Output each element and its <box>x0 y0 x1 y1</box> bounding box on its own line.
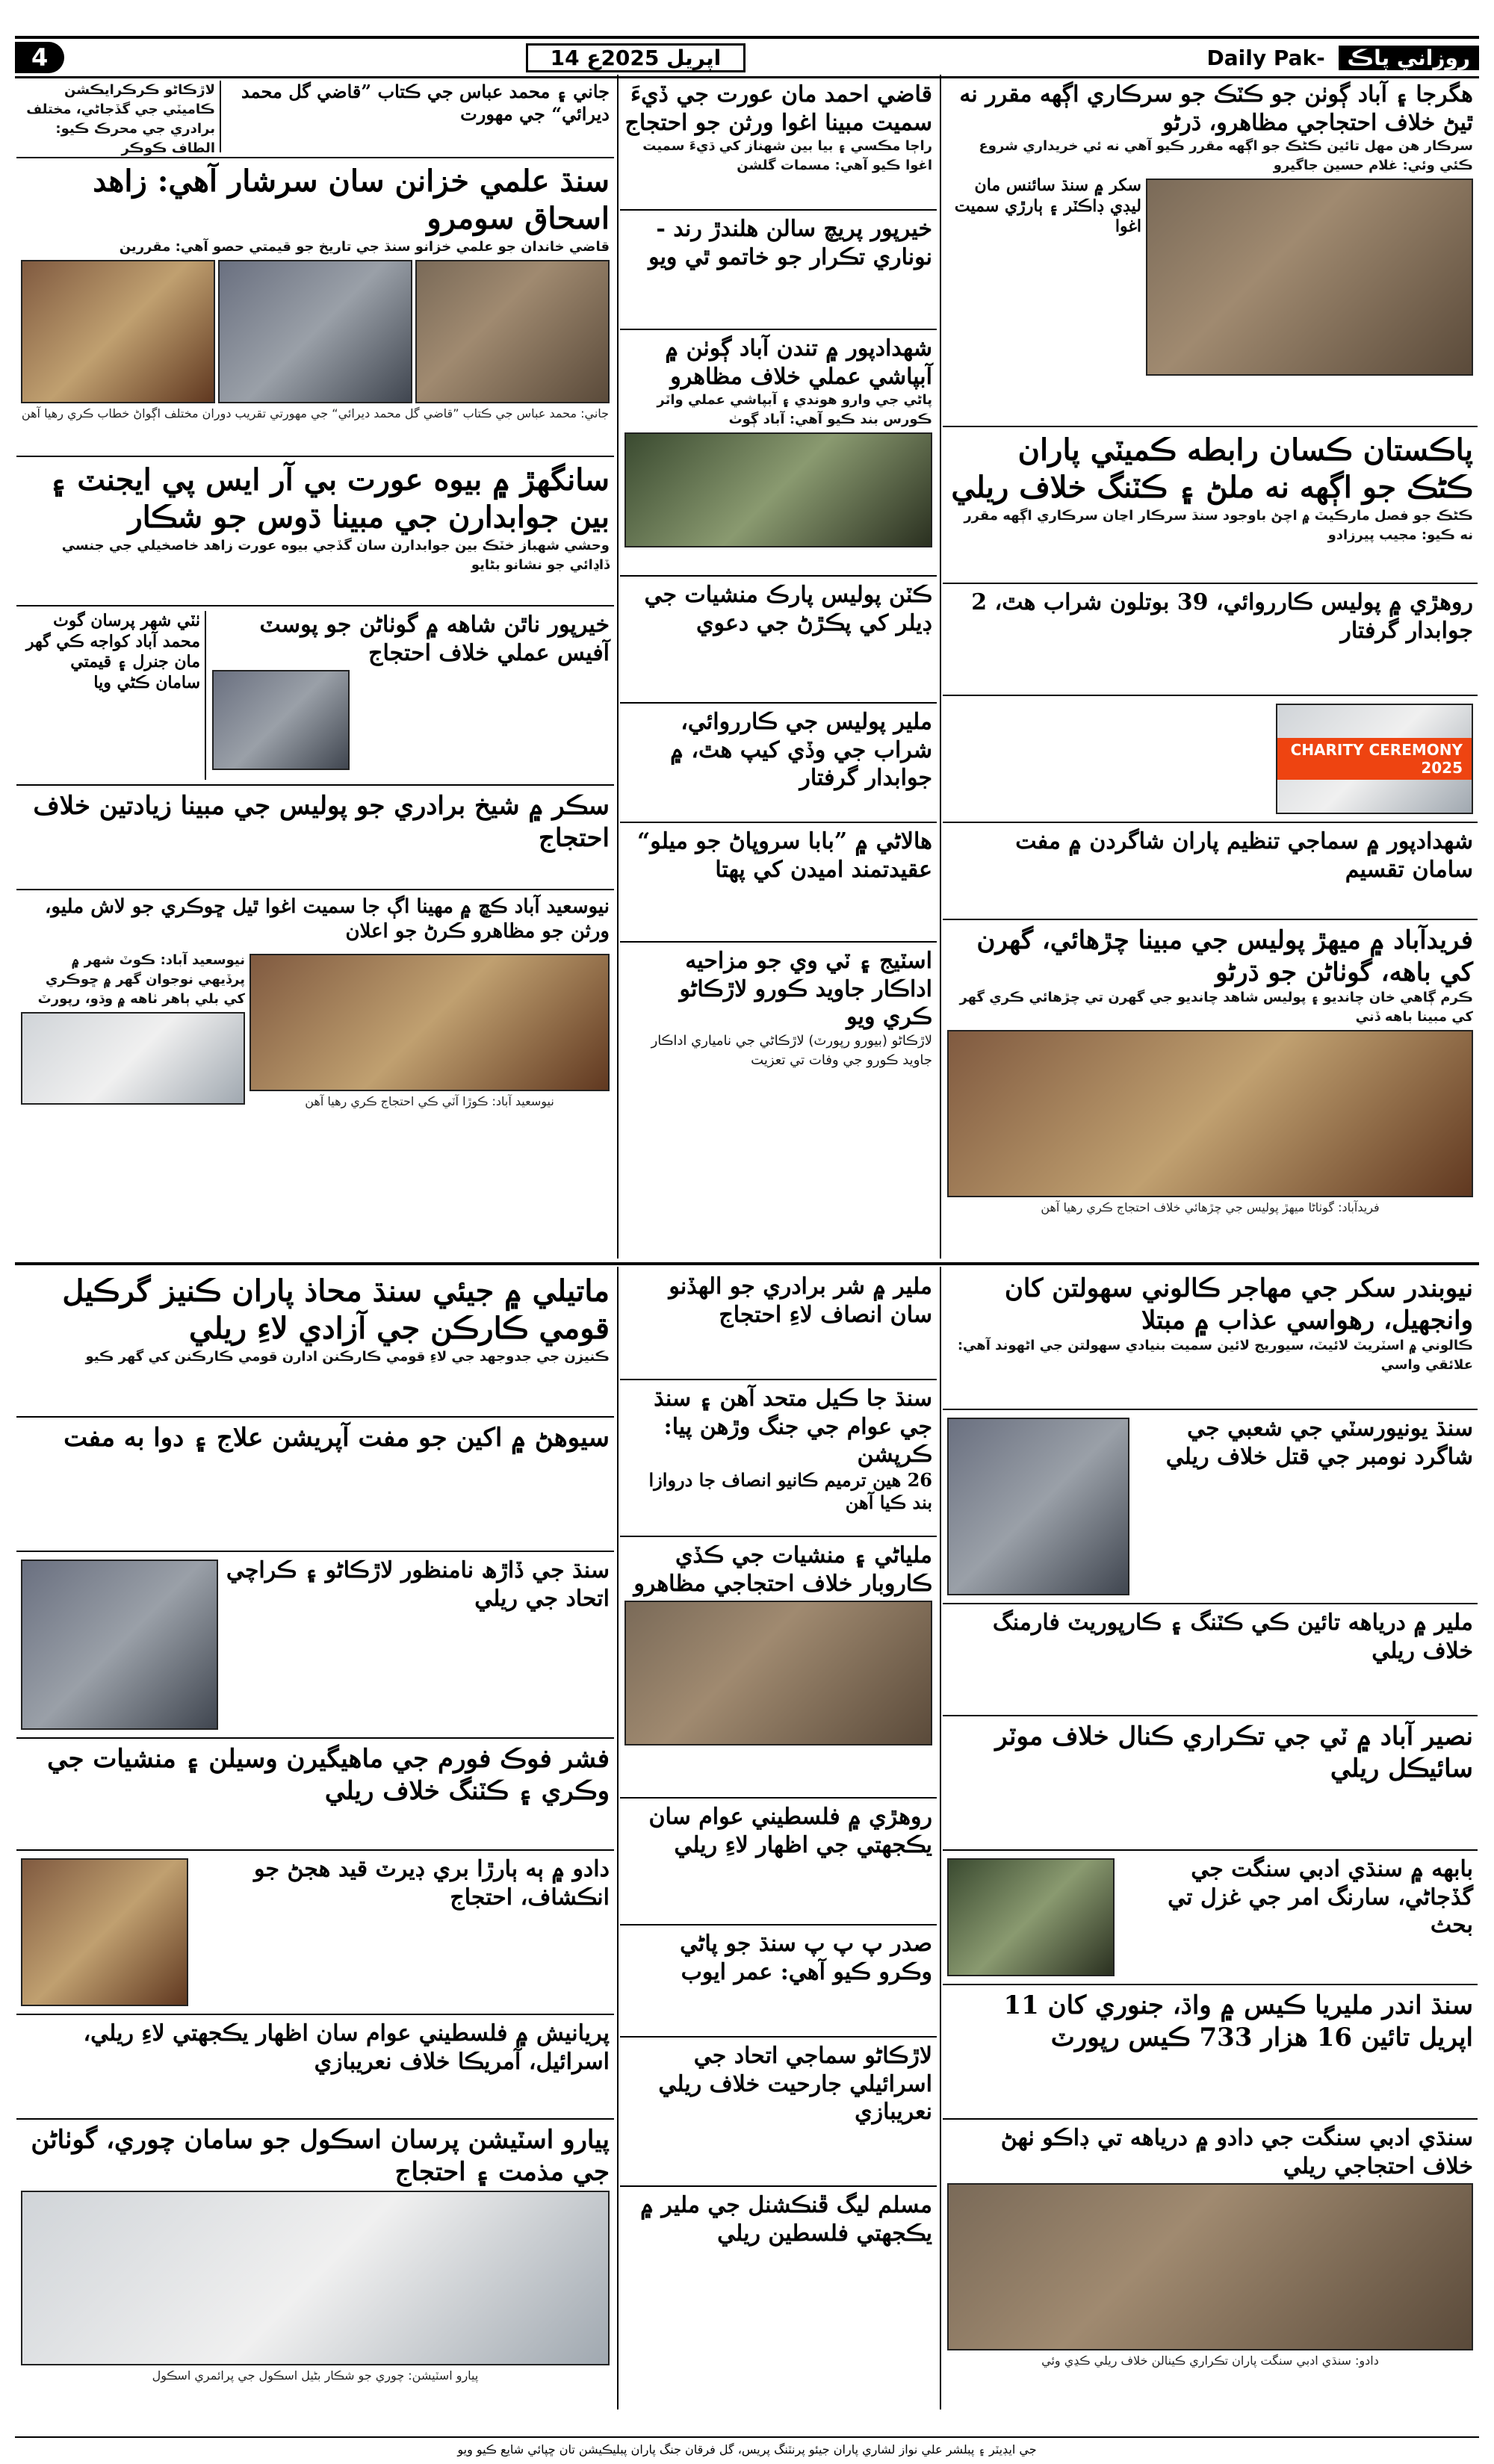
article-halani-mela <box>620 823 937 943</box>
headline: پاڪستان ڪسان رابطه ڪميٽي پاران ڪڻڪ جو اڳهه نه ملڻ ۽ ڪٽنگ خلاف ريلي <box>951 432 1473 505</box>
headline: لاڙڪاڻو سماجي اتحاد جي اسرائيلي جارحيت خلاف ريلي نعريبازي <box>658 2043 932 2125</box>
headline: نصير آباد ۾ ٽي جي تڪراري ڪنال خلاف موٽر سائيڪل ريلي <box>995 1722 1473 1784</box>
article-rohri-palestine <box>620 1799 937 1925</box>
article-malir-police <box>620 704 937 823</box>
news-photo <box>218 260 412 403</box>
headline: سنڌ اندر مليريا ڪيس ۾ واڌ، جنوري کان 11 اپريل تائين 16 هزار 733 ڪيس رپورٽ <box>1003 1990 1473 2052</box>
bottom-center-column <box>620 1268 937 2408</box>
issue-date: 14 اپريل 2025ع <box>526 43 746 72</box>
headline: مسلم ليگ ڦنڪشنل جي ملير ۾ يڪجهتي فلسطين ريلي <box>640 2192 932 2247</box>
portrait-photo <box>947 1418 1129 1595</box>
subheadline: سرڪار هن مهل تائين ڪڻڪ جو اڳهه مقرر ڪيو آهي نه ئي خريداري شروع ڪئي وئي: غلام حسين جاگيرو <box>979 138 1473 174</box>
headline: ڪٽن پوليس پارڪ منشيات جي ڊيلر کي پڪڙڻ جي دعوي <box>644 582 932 636</box>
article-javed-koro <box>620 943 937 1167</box>
headline: پريانيش ۾ فلسطيني عوام سان اظهار يڪجهتي لاءِ ريلي، اسرائيل، آمريڪا خلاف نعريبازي <box>83 2020 610 2075</box>
article-sindh-wukala <box>620 1380 937 1537</box>
top-right-column <box>943 76 1478 1259</box>
headline: دادو ۾ ٻه ٻارڙا بري ڊيرٽ قيد هجڻ جو انڪشاف، احتجاج <box>253 1856 610 1911</box>
article-sindh-dharh <box>16 1552 614 1739</box>
subheadline: راڄا مڪسي ۽ بيا بين شهناز کي ڌيءَ سميت اغوا ڪيو آهي: مسمات گلشن <box>642 138 932 174</box>
news-photo <box>21 260 215 403</box>
headline: خيرپور پريچ سالن هلندڙ رند - نوناري تڪرار جو خاتمو ٿي ويو <box>648 216 932 270</box>
side-headline: سکر ۾ سنڌ سائنس مان ليڊي ڊاڪٽر ۽ ٻارڙي سميت اغوا <box>954 176 1141 237</box>
article-matiari-drugs <box>620 1537 937 1799</box>
headline: سڪر ۾ شيخ برادري جو پوليس جي مبينا زيادتين خلاف احتجاج <box>33 791 610 853</box>
bottom-left-column <box>16 1268 614 2408</box>
headline: روهڙي ۾ فلسطيني عوام سان يڪجهتي جي اظهار لاءِ ريلي <box>648 1804 932 1858</box>
protest-photo <box>947 1030 1473 1197</box>
headline: سنڌ علمي خزانن سان سرشار آهي: زاهد اسحاق سومرو <box>93 164 610 236</box>
news-photo <box>21 1858 188 2006</box>
paper-name <box>1207 46 1479 70</box>
headline: ماتيلي ۾ جيئي سنڌ محاذ پاران ڪنيز گرڪيل قومي ڪارڪن جي آزادي لاءِ ريلي <box>62 1273 610 1346</box>
headline: سانگهڙ ۾ بيوه عورت بي آر ايس پي ايجنٽ ۽ بين جوابدارن جي مبينا ڌوس جو شڪار <box>49 462 610 535</box>
headline: خيرپور ناٿن شاهه ۾ گوٺاڻن جو پوسٽ آفيس عملي خلاف احتجاج <box>259 612 610 666</box>
news-photo <box>21 1560 218 1730</box>
side-headline: ٺٽي شهر پرسان گوٺ محمد آباد کواجه ڪي گهر مان جنرل ۽ قيمتي سامان ڪڻي ويا <box>21 611 206 780</box>
headline: صدر پ پ پ سنڌ جو پاڻي وڪرو ڪيو آهي: عمر ايوب <box>680 1931 932 1985</box>
article-piyaro-palestine <box>16 2015 614 2120</box>
news-photo <box>415 260 610 403</box>
side-headline: نيوسعيد آباد: ڪوٽ شهر ۾ پرڏيهي نوجوان گهر ۾ ڇوڪري کي بلي ٻاهر ٺاهه ۾ وڌو، رپورٽ <box>37 952 245 1008</box>
subheadline: ڪڻڪ جو فصل مارڪيٽ ۾ اچڻ باوجود سنڌ سرڪار اڃان سرڪاري اڳهه مقرر نه ڪيو: مجيب پيرزادو <box>964 508 1473 544</box>
column-divider <box>617 75 619 1259</box>
article-hagarja <box>943 76 1478 427</box>
charity-badge: CHARITY CEREMONY 2025 <box>1277 738 1472 780</box>
article-malir-shar <box>620 1268 937 1380</box>
headline: اسٽيج ۽ ٽي وي جو مزاحيه اداڪار جاويد ڪورو لاڙڪاڻو ڪري ويو <box>679 948 932 1030</box>
headline: ملير ۾ درياهه تائين ڪي ڪٽنگ ۽ ڪارپوريٽ فارمنگ خلاف ريلي <box>992 1610 1473 1664</box>
article-khairpur-tanaza <box>620 211 937 330</box>
subheadline: پاڻي جي وارو هوندي ۽ آبپاشي عملي واٽر ڪورس بند ڪيو آهي: آباد ڳوٺ <box>657 392 932 428</box>
masthead <box>15 36 1479 78</box>
bottom-right-column <box>943 1268 1478 2408</box>
article-khairpur-nathan-shah <box>16 606 614 786</box>
article-piyaro-school <box>16 2120 614 2404</box>
article-matiari-jsm <box>16 1268 614 1418</box>
subheadline: قاضي خاندان جو علمي خزانو سنڌ جي تاريخ جو قيمتي حصو آهي: مقررين <box>119 239 610 255</box>
section-divider <box>15 1262 1479 1265</box>
subheadline: وحشي شهباز خٽڪ بين جوابدارن سان گڏجي بيوه عورت زاهد خاصخيلي جي جنسي ڏاڍائي جو نشانو بڻايو <box>61 538 610 574</box>
column-divider <box>940 1267 941 2409</box>
paper-name-urdu: روزاني پاڪ <box>1339 46 1479 70</box>
article-faridabad <box>943 920 1478 1256</box>
article-sehwan-eye-camp <box>16 1418 614 1552</box>
article-fisherfolk <box>16 1739 614 1851</box>
article-mlf-palestine <box>620 2187 937 2404</box>
article-shahdadpur-abpashi <box>620 330 937 577</box>
article-kachho-police <box>620 577 937 704</box>
headline: سيوهڻ ۾ اکين جو مفت آپريشن علاج ۽ دوا به مفت <box>63 1423 610 1453</box>
photo-grid <box>21 257 610 406</box>
rally-photo <box>947 2183 1473 2350</box>
headline: جاني ۽ محمد عباس جي ڪتاب ”قاضي گل محمد ديرائي“ جي مهورت <box>241 81 610 125</box>
portrait-photo <box>212 670 350 770</box>
headline: نيوبندر سکر جي مهاجر ڪالوني سهولتن کان وانجهيل، رهواسي عذاب ۾ مبتلا <box>1004 1273 1473 1335</box>
article-charity <box>943 696 1478 823</box>
top-center-column <box>620 76 937 1259</box>
article-sindh-ilmi-khazano <box>16 158 614 457</box>
headline: سنڌ جي ڏاڙھ نامنظور لاڙڪاڻو ۽ ڪراچي اتحاد جي ريلي <box>226 1557 610 1612</box>
tv-studio-photo <box>21 1012 245 1105</box>
protest-photo <box>1146 179 1473 376</box>
article-dadu-rally <box>943 2120 1478 2404</box>
side-headline: لاڙڪاڻو ڪرڪرايڪشن ڪاميٽي جي گڏجاڻي، مختلف برادري جي محرڪ ڪيو: الطاف ڪوڪر <box>21 81 221 152</box>
headline: شهدادپور ۾ سماجي تنظيم پاران شاگردن ۾ مفت سامان تقسيم <box>1015 828 1473 883</box>
body-placeholder <box>947 701 1271 817</box>
subheadline: 26 هين ترميم ڪانيو انصاف جا دروازا بند ڪيا آهن <box>648 1468 932 1513</box>
news-photo <box>947 1858 1115 1976</box>
article-sukkur-shaikh <box>16 786 614 890</box>
article-malir-corporate <box>943 1604 1478 1716</box>
headline: سنڌ يونيورسٽي جي شعبي جي شاگرد نومبر جي قتل خلاف ريلي <box>1165 1415 1473 1470</box>
headline: بابهه ۾ سنڌي ادبي سنگت جي گڏجاڻي، سارنگ امر جي غزل تي بحث <box>1168 1856 1473 1938</box>
column-divider <box>617 1267 619 2409</box>
headline: نيوسعيد آباد ڪڇ ۾ مهينا اڳ جا سميت اغوا ٿيل ڇوڪري جو لاش مليو، ورثن جو مظاهرو ڪرڻ جو اعلان <box>44 896 610 943</box>
protest-photo <box>624 1601 932 1745</box>
column-divider <box>940 75 941 1259</box>
photo-caption: پيارو اسٽيشن: چوري جو شڪار بڻيل اسڪول جي پرائمري اسڪول <box>152 2368 479 2383</box>
protest-photo <box>249 954 610 1091</box>
headline: شهدادپور ۾ تندن آباد ڳوٺن ۾ آبپاشي عملي خلاف مظاهرو <box>665 335 932 390</box>
article-kitab-mahoorat <box>16 76 614 158</box>
headline: قاضي احمد مان عورت جي ڏيءَ سميت مبينا اغوا ورثن جو احتجاج <box>624 81 932 136</box>
article-larkana-israel <box>620 2038 937 2187</box>
headline: سنڌي ادبي سنگت جي دادو ۾ درياهه تي ڊاڪو ٺهڻ خلاف احتجاجي ريلي <box>1000 2125 1473 2179</box>
headline: ملير پوليس جي ڪارروائي، شراب جي وڏي کيپ هٿ، ۾ جوابدار گرفتار <box>670 709 932 791</box>
photo-caption: نيوسعيد آباد: ڪوڙا آٽي ڪي احتجاج ڪري رهيا آهن <box>305 1094 554 1108</box>
article-babah-adabi <box>943 1851 1478 1985</box>
article-sanghar <box>16 457 614 606</box>
headline: پيارو اسٽيشن پرسان اسڪول جو سامان چوري، گوٺاڻن جي مذمت ۽ احتجاج <box>31 2125 610 2187</box>
article-rohri-police <box>943 584 1478 696</box>
headline: هگرجا ۽ آباد ڳوٺن جو ڪٽڪ جو سرڪاري اڳهه مقرر نه ٿيڻ خلاف احتجاجي مظاهرو، ڌرڻو <box>959 81 1473 136</box>
charity-photo <box>1276 704 1473 814</box>
protest-photo <box>624 432 932 547</box>
headline: فشر فوڪ فورم جي ماهيگيرن وسيلن ۽ منشيات جي وڪري ۽ ڪٽنگ خلاف ريلي <box>47 1744 610 1806</box>
article-umar-ayub <box>620 1925 937 2038</box>
subheadline: ڪالوني ۾ اسٽريٽ لائيٽ، سيوريج لائين سميت بنيادي سهولتن جي اڻهوند آهي: علائقي واسي <box>957 1338 1473 1374</box>
footer-imprint: جي ايڊيٽر ۽ پبلشر علي نواز لشاري پاران جيئو پرنٽنگ پريس، گل فرقان جنگ پاران پبليڪيشن تان ڇپائي شايع ڪيو ويو <box>15 2436 1479 2457</box>
article-malaria <box>943 1985 1478 2120</box>
article-naseerabad <box>943 1716 1478 1851</box>
body-text: لاڙڪاڻو (بيورو رپورٽ) لاڙڪاڻي جي نامياري اداڪار جاويد ڪورو جي وفات تي تعزيت <box>651 1032 932 1068</box>
photo-caption: جاني: محمد عباس جي ڪتاب ”قاضي گل محمد ديرائي“ جي مهورتي تقريب دوران مختلف اڳواڻ خطاب ڪري رهيا آهن <box>21 406 610 421</box>
article-qazi-ahmed <box>620 76 937 211</box>
headline: سنڌ جا ڪيل متحد آهن ۽ سنڌ جي عوام جي جنگ وڙهن پيا: ڪرپشن <box>654 1385 932 1468</box>
top-left-column <box>16 76 614 1259</box>
headline: فريدآباد ۾ ميهڙ پوليس جي مبينا چڙهائي، گهرن کي باهه، گوٺاڻن جو ڌرڻو <box>976 925 1473 987</box>
photo-caption: فريدآباد: گوٺاڻا ميهڙ پوليس جي چڙهائي خلاف احتجاج ڪري رهيا آهن <box>1041 1200 1380 1215</box>
article-nawabshah <box>16 890 614 1256</box>
school-photo <box>21 2191 610 2365</box>
article-sindh-university <box>943 1410 1478 1604</box>
headline: ملير ۾ شر برادري جو الهڏنو سان انصاف لاءِ احتجاج <box>669 1273 932 1328</box>
photo-caption: دادو: سنڌي ادبي سنگت پاران تڪراري ڪينالن خلاف ريلي ڪڍي وئي <box>1041 2353 1379 2368</box>
subheadline: ڪنيزن جي جدوجهد جي لاءِ قومي ڪارڪنن ادارن قومي ڪارڪنن کي گهر ڪيو <box>85 1349 610 1365</box>
article-shahdadpur-tanzeem <box>943 823 1478 920</box>
page-number: 4 <box>15 42 64 73</box>
subheadline: ڪرم ڳاهي خان چانديو ۽ پوليس شاهد چانديو جي گهرن تي چڙهائي ڪري گهر کي مبينا باهه ڏني <box>959 990 1473 1025</box>
paper-name-english: Daily Pak- <box>1206 45 1325 70</box>
headline: هالاڻي ۾ ”بابا سروپاڻ جو ميلو“ عقيدتمند اميدن کي پهتا <box>636 828 932 883</box>
article-pakistan-kisan <box>943 427 1478 584</box>
headline: روهڙي ۾ پوليس ڪارروائي، 39 بوتلون شراب هٿ، 2 جوابدار گرفتار <box>971 589 1473 644</box>
headline: ملياڻي ۽ منشيات جي ڪڏي ڪاروبار خلاف احتجاجي مظاهرو <box>633 1542 932 1597</box>
article-newbandar <box>943 1268 1478 1410</box>
article-dadu-children <box>16 1851 614 2015</box>
